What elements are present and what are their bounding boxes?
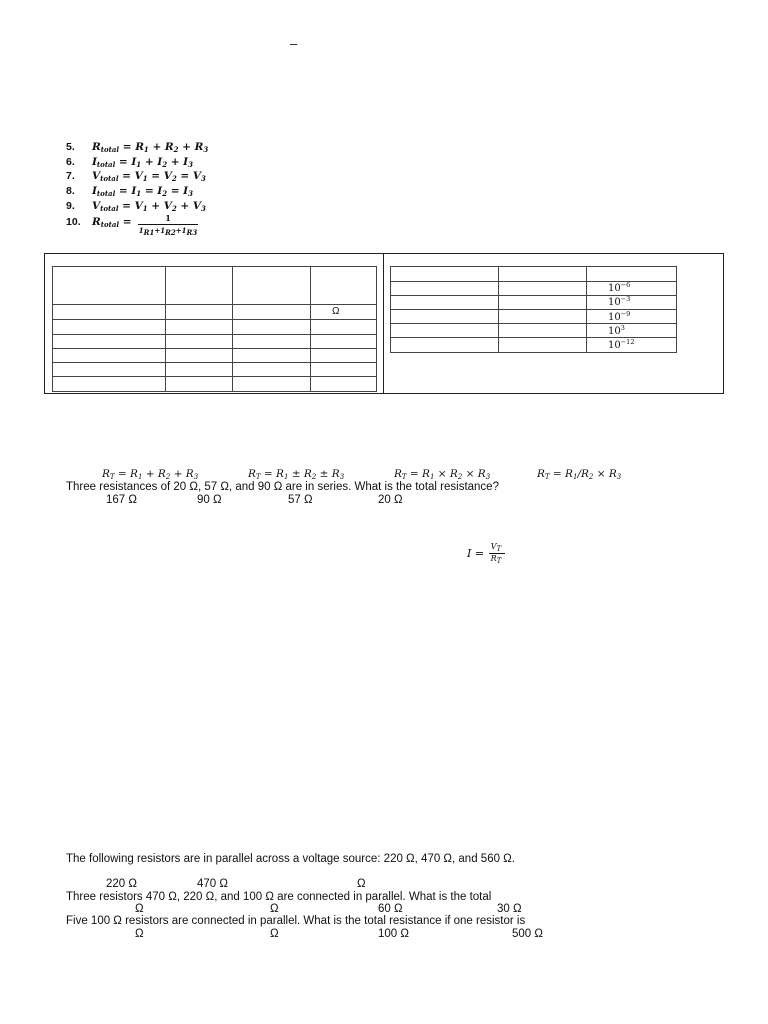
formula-6	[66, 156, 193, 169]
parallel-answer-c: Ω	[357, 878, 366, 890]
answer-a: 167 Ω	[106, 494, 137, 506]
formula-expression: $R_{total}$ =	[92, 216, 132, 229]
formula-number: 5.	[66, 141, 75, 153]
formula-5	[66, 141, 208, 154]
formula-10-denominator: $1_{R1}+1_{R2}+1_{R3}$	[138, 226, 198, 237]
left-table	[52, 266, 377, 392]
five-answer-d: 500 Ω	[512, 928, 543, 940]
power-of-ten-3: $10^{-9}$	[608, 309, 631, 323]
option-product: $R_T = R_1 \times R_2 \times R_3$	[394, 468, 491, 481]
formula-expression: $R_{total} = R_1 + R_2 + R_3$	[92, 141, 209, 154]
three-answer-a: Ω	[135, 903, 144, 915]
answer-c: 57 Ω	[288, 494, 313, 506]
formula-expression: $V_{total} = V_1 = V_2 = V_3$	[92, 170, 206, 183]
parallel-statement: The following resistors are in parallel across a voltage source: 220 Ω, 470 Ω, and 560 Ω.	[66, 853, 515, 865]
power-of-ten-2: $10^{-3}$	[608, 295, 631, 309]
formula-8	[66, 185, 193, 198]
right-table	[390, 266, 677, 353]
ohm-cell: Ω	[332, 306, 340, 317]
option-plus-minus: $R_T = R_1 \pm R_2 \pm R_3$	[248, 468, 345, 481]
formula-10-numerator: 1	[165, 213, 171, 223]
formula-10	[66, 216, 132, 229]
formula-expression: $I_{total} = I_1 + I_2 + I_3$	[92, 156, 193, 169]
option-series-sum: $R_T = R_1 + R_2 + R_3$	[102, 468, 199, 481]
ohms-law-formula: I = $V_T$ $R_T$	[467, 542, 517, 568]
answer-b: 90 Ω	[197, 494, 222, 506]
formula-expression: $V_{total} = V_1 + V_2 + V_3$	[92, 200, 206, 213]
answer-d: 20 Ω	[378, 494, 403, 506]
tables-divider	[383, 253, 384, 394]
header-dash: –	[290, 36, 298, 51]
five-answer-c: 100 Ω	[378, 928, 409, 940]
power-of-ten-5: $10^{-12}$	[608, 338, 635, 352]
formula-number: 8.	[66, 185, 75, 197]
five-resistors-question: Five 100 Ω resistors are connected in parallel. What is the total resistance if one resistor is	[66, 915, 526, 927]
three-resistors-question: Three resistors 470 Ω, 220 Ω, and 100 Ω are connected in parallel. What is the total	[66, 891, 492, 903]
parallel-answer-a: 220 Ω	[106, 878, 137, 890]
formula-number: 6.	[66, 156, 75, 168]
five-answer-b: Ω	[270, 928, 279, 940]
three-answer-d: 30 Ω	[497, 903, 522, 915]
formula-number: 10.	[66, 216, 81, 228]
formula-9	[66, 200, 206, 213]
three-answer-c: 60 Ω	[378, 903, 403, 915]
parallel-answer-b: 470 Ω	[197, 878, 228, 890]
formula-10-fraction-bar	[138, 224, 198, 225]
option-ratio: $R_T = R_1/R_2 \times R_3$	[537, 468, 622, 481]
three-answer-b: Ω	[270, 903, 279, 915]
formula-number: 7.	[66, 170, 75, 182]
formula-10-fraction	[138, 213, 198, 243]
five-answer-a: Ω	[135, 928, 144, 940]
formula-expression: $I_{total} = I_1 = I_2 = I_3$	[92, 185, 193, 198]
formula-number: 9.	[66, 200, 75, 212]
power-of-ten-1: $10^{-6}$	[608, 281, 631, 294]
formula-7	[66, 170, 206, 183]
question-series: Three resistances of 20 Ω, 57 Ω, and 90 Ω are in series. What is the total resistance?	[66, 481, 499, 493]
power-of-ten-4: $10^3$	[608, 323, 625, 337]
